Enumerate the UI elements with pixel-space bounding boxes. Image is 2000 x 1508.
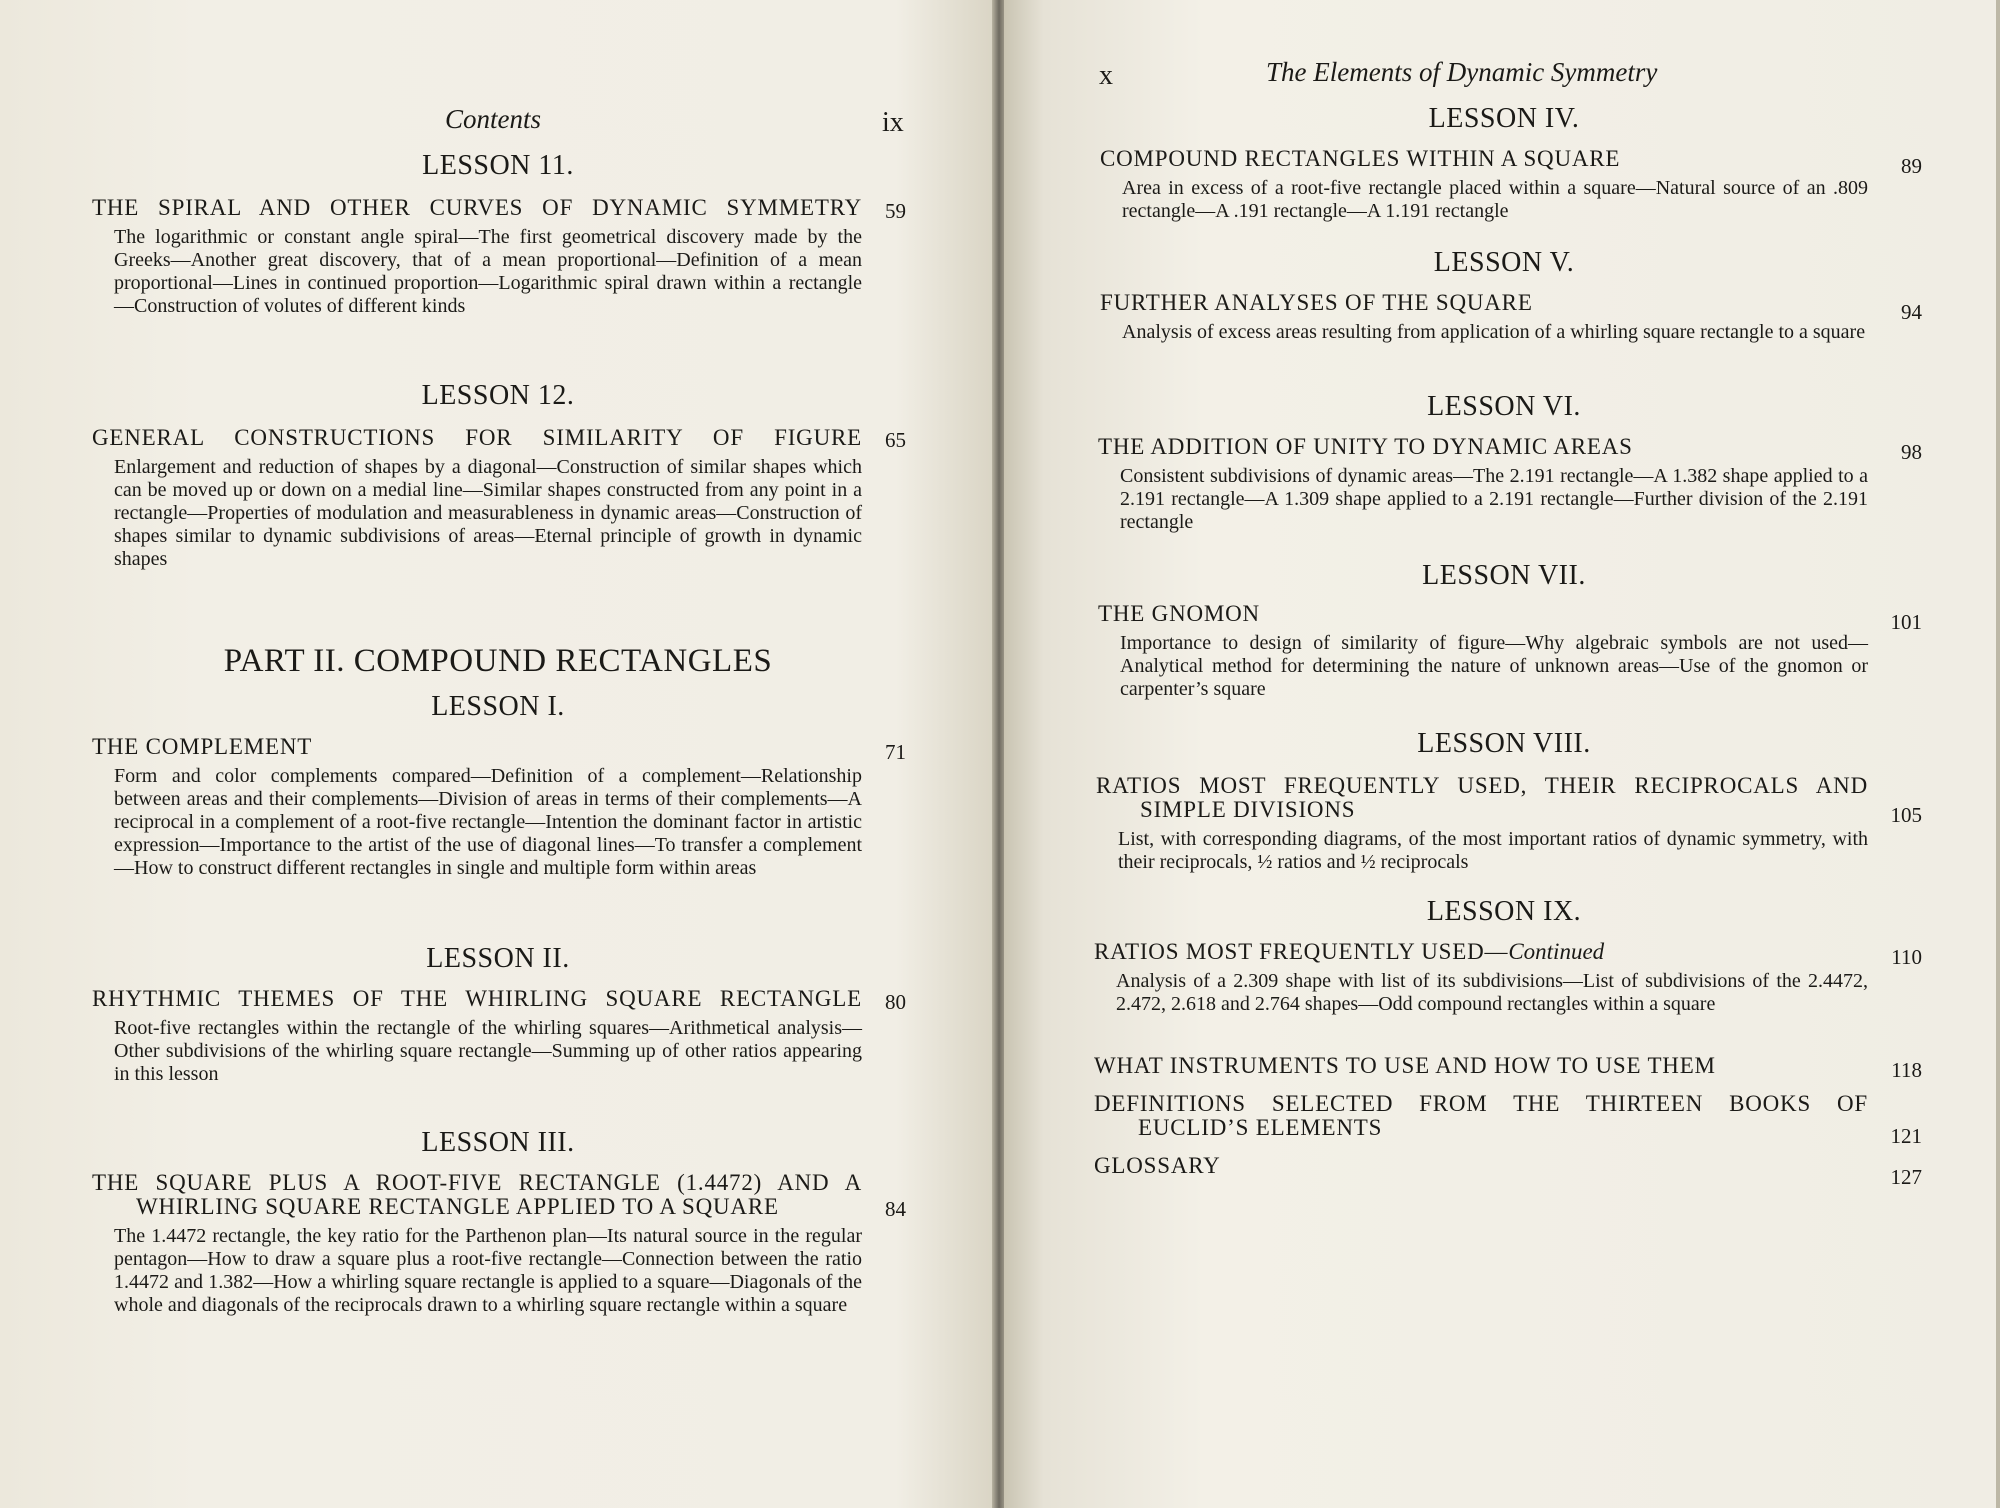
entry-title: COMPOUND RECTANGLES WITHIN A SQUARE <box>1100 146 1621 171</box>
page-number: 80 <box>885 990 906 1014</box>
page-number: 127 <box>1890 1165 1922 1189</box>
entry-title: THE SPIRAL AND OTHER CURVES OF DYNAMIC SYMMETRY <box>92 195 862 220</box>
toc-entry[interactable] <box>1098 435 1868 534</box>
toc-entry[interactable] <box>1094 940 1868 1016</box>
entry-title: FURTHER ANALYSES OF THE SQUARE <box>1100 290 1533 315</box>
folio-right: x <box>1099 60 1113 91</box>
page-number: 110 <box>1891 945 1922 969</box>
lesson-heading: LESSON VI. <box>1427 391 1581 422</box>
entry-description: The 1.4472 rectangle, the key ratio for the Parthenon plan—Its natural source in the regular pentagon—How to draw a square plus a root-five rectangle—Connection between the ratio 1.4472 and 1.382—How a whirling square rectangle is applied to a square—Diagonals of the whole and diagonals of the reciprocals drawn to a whirling square rectangle within a square <box>114 1225 862 1316</box>
entry-title: THE ADDITION OF UNITY TO DYNAMIC AREAS <box>1098 434 1633 459</box>
page-number: 121 <box>1890 1124 1922 1148</box>
page-number: 84 <box>885 1197 906 1221</box>
lesson-heading: LESSON III. <box>421 1127 575 1158</box>
page-number: 98 <box>1901 440 1922 464</box>
entry-description: List, with corresponding diagrams, of the most important ratios of dynamic symmetry, with their reciprocals, ½ ratios and ½ reciprocals <box>1118 828 1868 873</box>
page-edge <box>1996 0 2000 1508</box>
page-number: 59 <box>885 199 906 223</box>
entry-title: THE GNOMON <box>1098 601 1260 626</box>
entry-title-continuation: SIMPLE DIVISIONS <box>1140 797 1356 822</box>
left-page <box>0 0 996 1508</box>
entry-description: Form and color complements compared—Definition of a complement—Relationship between areas and their complements—Division of areas in terms of their complements—A reciprocal in a complement of a root-five rectangle—Intention the dominant factor in artistic expression—Importance to the artist of the use of diagonal lines—To transfer a complement—How to construct different rectangles in single and multiple form within areas <box>114 765 862 879</box>
toc-entry[interactable] <box>1100 291 1868 344</box>
lesson-heading: LESSON II. <box>426 943 570 974</box>
entry-description: Importance to design of similarity of figure—Why algebraic symbols are not used—Analytical method for determining the nature of unknown areas—Use of the gnomon or carpenter’s square <box>1120 632 1868 700</box>
lesson-heading: LESSON VII. <box>1422 560 1586 591</box>
page-number: 71 <box>885 740 906 764</box>
lesson-heading: LESSON 11. <box>422 150 574 181</box>
toc-entry[interactable] <box>1100 147 1868 223</box>
entry-title: THE COMPLEMENT <box>92 734 313 759</box>
lesson-heading: LESSON IV. <box>1428 103 1580 134</box>
toc-entry[interactable] <box>1094 1154 1868 1178</box>
entry-description: Analysis of a 2.309 shape with list of its subdivisions—List of subdivisions of the 2.4472, 2.472, 2.618 and 2.764 shapes—Odd compound rectangles within a square <box>1116 970 1868 1015</box>
page-number: 89 <box>1901 154 1922 178</box>
lesson-heading: LESSON IX. <box>1426 896 1582 927</box>
entry-title: RHYTHMIC THEMES OF THE WHIRLING SQUARE RECTANGLE <box>92 986 862 1011</box>
entry-title: GLOSSARY <box>1094 1153 1221 1178</box>
page-number: 118 <box>1891 1058 1922 1082</box>
entry-description: Analysis of excess areas resulting from application of a whirling square rectangle to a square <box>1122 321 1866 343</box>
toc-entry[interactable] <box>1096 774 1868 874</box>
toc-entry[interactable] <box>1094 1054 1868 1078</box>
running-head-right: The Elements of Dynamic Symmetry <box>1266 57 1658 87</box>
page-number: 94 <box>1901 300 1922 324</box>
toc-entry[interactable] <box>92 1171 862 1317</box>
toc-entry[interactable] <box>92 735 862 880</box>
toc-entry[interactable] <box>92 426 862 571</box>
toc-entry[interactable] <box>1094 1092 1868 1140</box>
entry-title: THE SQUARE PLUS A ROOT-FIVE RECTANGLE (1.4472) AND A <box>92 1170 862 1195</box>
entry-description: Root-five rectangles within the rectangle of the whirling squares—Arithmetical analysis—Other subdivisions of the whirling square rectangle—Summing up of other ratios appearing in this lesson <box>114 1017 862 1085</box>
entry-title-continuation: EUCLID’S ELEMENTS <box>1138 1115 1383 1140</box>
entry-title: RATIOS MOST FREQUENTLY USED—Continued <box>1094 939 1605 964</box>
part-heading: PART II. COMPOUND RECTANGLES <box>223 643 773 679</box>
lesson-heading: LESSON V. <box>1433 247 1575 278</box>
entry-title-continuation: WHIRLING SQUARE RECTANGLE APPLIED TO A SQUARE <box>136 1194 779 1219</box>
right-page <box>1004 0 2000 1508</box>
entry-description: The logarithmic or constant angle spiral—The first geometrical discovery made by the Greeks—Another great discovery, that of a mean proportional—Definition of a mean proportional—Lines in continued proportion—Logarithmic spiral drawn within a rectangle—Construction of volutes of different kinds <box>114 226 862 317</box>
toc-entry[interactable] <box>1098 602 1868 701</box>
entry-title: GENERAL CONSTRUCTIONS FOR SIMILARITY OF FIGURE <box>92 425 862 450</box>
entry-description: Consistent subdivisions of dynamic areas—The 2.191 rectangle—A 1.382 shape applied to a 2.191 rectangle—A 1.309 shape applied to a 2.191 rectangle—Further division of the 2.191 rectangle <box>1120 465 1868 533</box>
page-number: 101 <box>1890 610 1922 634</box>
lesson-heading: LESSON I. <box>431 691 565 722</box>
entry-title: DEFINITIONS SELECTED FROM THE THIRTEEN BOOKS OF <box>1094 1091 1868 1116</box>
page-number: 65 <box>885 428 906 452</box>
continued-label: Continued <box>1508 939 1605 964</box>
toc-entry[interactable] <box>92 987 862 1086</box>
page-number: 105 <box>1890 803 1922 827</box>
lesson-heading: LESSON VIII. <box>1417 728 1591 759</box>
entry-description: Enlargement and reduction of shapes by a diagonal—Construction of similar shapes which can be moved up or down on a medial line—Similar shapes constructed from any point in a rectangle—Properties of modulation and measurableness in dynamic areas—Construction of shapes similar to dynamic subdivisions of areas—Eternal principle of growth in dynamic shapes <box>114 456 862 570</box>
entry-title: RATIOS MOST FREQUENTLY USED, THEIR RECIPROCALS AND <box>1096 773 1868 798</box>
lesson-heading: LESSON 12. <box>421 380 575 411</box>
toc-entry[interactable] <box>92 196 862 318</box>
entry-title: WHAT INSTRUMENTS TO USE AND HOW TO USE THEM <box>1094 1053 1716 1078</box>
entry-description: Area in excess of a root-five rectangle placed within a square—Natural source of an .809 rectangle—A .191 rectangle—A 1.191 rectangle <box>1122 177 1868 222</box>
running-head-left: Contents <box>445 104 542 134</box>
folio-left: ix <box>882 107 904 138</box>
